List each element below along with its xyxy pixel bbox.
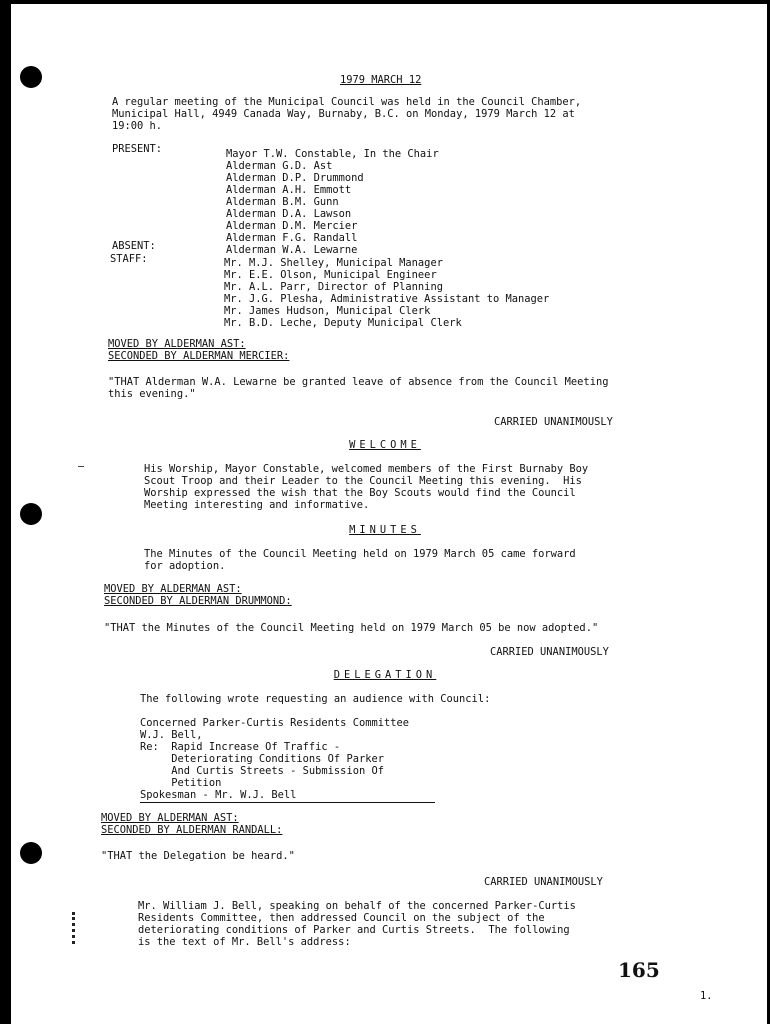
delegation-rule	[140, 802, 435, 803]
margin-mark-icon	[72, 912, 78, 944]
section-heading-welcome: WELCOME	[349, 439, 421, 451]
welcome-text: Meeting interesting and informative.	[144, 499, 370, 511]
meeting-date: 1979 MARCH 12	[340, 74, 422, 86]
moved-by: MOVED BY ALDERMAN AST:	[104, 583, 242, 595]
staff-entry: Mr. A.L. Parr, Director of Planning	[224, 281, 443, 293]
punch-hole-icon	[20, 842, 42, 864]
staff-entry: Mr. James Hudson, Municipal Clerk	[224, 305, 431, 317]
staff-entry: Mr. M.J. Shelley, Municipal Manager	[224, 257, 443, 269]
motion-result: CARRIED UNANIMOUSLY	[494, 416, 613, 428]
welcome-text: Worship expressed the wish that the Boy Scouts would find the Council	[144, 487, 576, 499]
address-text: is the text of Mr. Bell's address:	[138, 936, 351, 948]
delegation-line: Deteriorating Conditions Of Parker	[140, 753, 384, 765]
absent-label: ABSENT:	[112, 240, 156, 252]
present-entry: Alderman B.M. Gunn	[226, 196, 339, 208]
section-heading-minutes: MINUTES	[349, 524, 421, 536]
intro-line: 19:00 h.	[112, 120, 163, 132]
scan-edge-left	[0, 0, 11, 1024]
motion-text: this evening."	[108, 388, 196, 400]
present-entry: Mayor T.W. Constable, In the Chair	[226, 148, 439, 160]
address-text: deteriorating conditions of Parker and Curtis Streets. The following	[138, 924, 570, 936]
staff-label: STAFF:	[110, 253, 148, 265]
present-entry: Alderman G.D. Ast	[226, 160, 333, 172]
staff-entry: Mr. J.G. Plesha, Administrative Assistant to Manager	[224, 293, 550, 305]
delegation-line: Re: Rapid Increase Of Traffic -	[140, 741, 341, 753]
handwritten-page-number: 165	[618, 958, 660, 982]
seconded-by: SECONDED BY ALDERMAN DRUMMOND:	[104, 595, 292, 607]
present-entry: Alderman D.P. Drummond	[226, 172, 364, 184]
motion-result: CARRIED UNANIMOUSLY	[490, 646, 609, 658]
punch-hole-icon	[20, 66, 42, 88]
present-entry: Alderman D.M. Mercier	[226, 220, 358, 232]
motion-text: "THAT Alderman W.A. Lewarne be granted leave of absence from the Council Meeting	[108, 376, 609, 388]
minutes-text: for adoption.	[144, 560, 226, 572]
section-heading-delegation: DELEGATION	[333, 669, 437, 681]
minutes-text: The Minutes of the Council Meeting held on 1979 March 05 came forward	[144, 548, 576, 560]
delegation-line: Concerned Parker-Curtis Residents Committee	[140, 717, 409, 729]
present-label: PRESENT:	[112, 143, 163, 155]
intro-line: A regular meeting of the Municipal Council was held in the Council Chamber,	[112, 96, 582, 108]
welcome-text: His Worship, Mayor Constable, welcomed members of the First Burnaby Boy	[144, 463, 589, 475]
welcome-text: Scout Troop and their Leader to the Council Meeting this evening. His	[144, 475, 582, 487]
moved-by: MOVED BY ALDERMAN AST:	[101, 812, 239, 824]
seconded-by: SECONDED BY ALDERMAN MERCIER:	[108, 350, 290, 362]
punch-hole-icon	[20, 503, 42, 525]
delegation-intro: The following wrote requesting an audience with Council:	[140, 693, 491, 705]
staff-entry: Mr. B.D. Leche, Deputy Municipal Clerk	[224, 317, 462, 329]
delegation-spokesman: Spokesman - Mr. W.J. Bell	[140, 789, 297, 801]
scan-edge-top	[0, 0, 770, 4]
present-entry: Alderman A.H. Emmott	[226, 184, 352, 196]
motion-text: "THAT the Minutes of the Council Meeting held on 1979 March 05 be now adopted."	[104, 622, 599, 634]
delegation-line: Petition	[140, 777, 222, 789]
moved-by: MOVED BY ALDERMAN AST:	[108, 338, 246, 350]
staff-entry: Mr. E.E. Olson, Municipal Engineer	[224, 269, 437, 281]
motion-result: CARRIED UNANIMOUSLY	[484, 876, 603, 888]
present-entry: Alderman F.G. Randall	[226, 232, 358, 244]
delegation-line: And Curtis Streets - Submission Of	[140, 765, 384, 777]
margin-tick-icon	[78, 466, 84, 467]
page-number: 1.	[700, 990, 713, 1002]
seconded-by: SECONDED BY ALDERMAN RANDALL:	[101, 824, 283, 836]
delegation-line: W.J. Bell,	[140, 729, 203, 741]
address-text: Residents Committee, then addressed Council on the subject of the	[138, 912, 545, 924]
address-text: Mr. William J. Bell, speaking on behalf of the concerned Parker-Curtis	[138, 900, 576, 912]
absent-entry: Alderman W.A. Lewarne	[226, 244, 358, 256]
motion-text: "THAT the Delegation be heard."	[101, 850, 295, 862]
intro-line: Municipal Hall, 4949 Canada Way, Burnaby, B.C. on Monday, 1979 March 12 at	[112, 108, 575, 120]
present-entry: Alderman D.A. Lawson	[226, 208, 352, 220]
